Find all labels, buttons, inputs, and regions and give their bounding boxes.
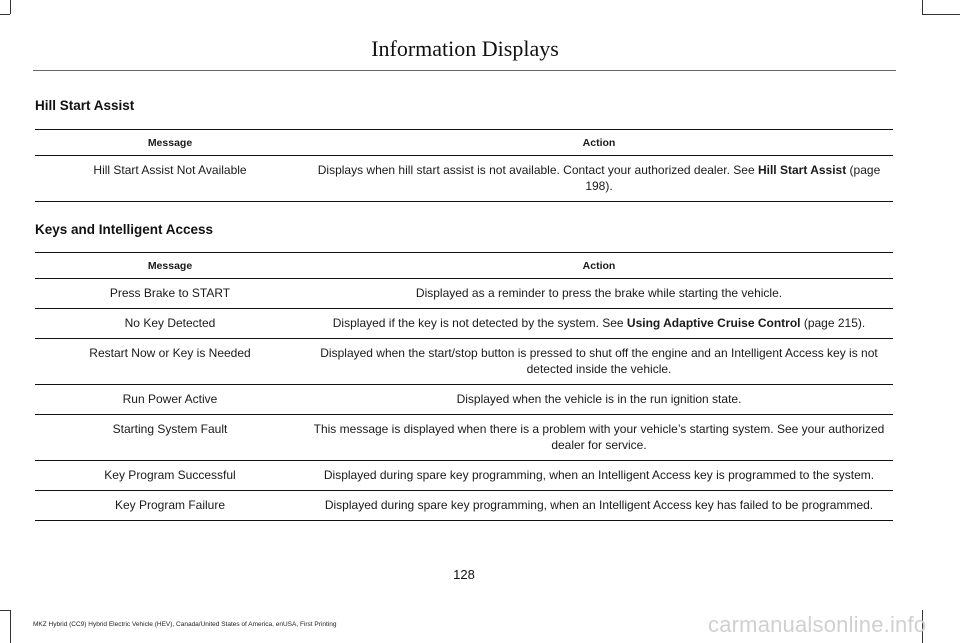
cross-reference-link[interactable]: Using Adaptive Cruise Control (626, 316, 801, 330)
hill-start-assist-table (35, 129, 893, 202)
crop-mark-bottom-left-h (0, 610, 10, 611)
message-cell: Press Brake to START (35, 279, 305, 309)
column-header-action: Action (305, 130, 893, 156)
section-title-hill-start-assist: Hill Start Assist (35, 98, 135, 113)
section-title-keys-and-intelligent-access: Keys and Intelligent Access (35, 222, 214, 237)
message-cell: Key Program Successful (35, 461, 305, 491)
page-reference: (page 215). (800, 316, 866, 330)
message-cell: Starting System Fault (35, 415, 305, 461)
action-text: Displays when hill start assist is not available. Contact your authorized dealer. See (317, 163, 758, 177)
table-row (35, 279, 893, 309)
message-cell: Restart Now or Key is Needed (35, 339, 305, 385)
page-reference: (page 198). (585, 163, 881, 193)
page-number: 128 (453, 567, 475, 582)
action-cell: Displayed when the start/stop button is pressed to shut off the engine and an Intelligent Access key is not detected inside the vehicle. (305, 339, 893, 385)
keys-intelligent-access-table (35, 252, 893, 521)
column-header-message: Message (35, 130, 305, 156)
action-cell (305, 156, 893, 202)
message-cell: Run Power Active (35, 385, 305, 415)
watermark-logo: carmanualsonline.info (708, 612, 927, 637)
action-cell: Displayed when the vehicle is in the run ignition state. (305, 385, 893, 415)
crop-mark-top-left-v (10, 0, 11, 14)
action-cell: Displayed as a reminder to press the brake while starting the vehicle. (305, 279, 893, 309)
table-row (35, 385, 893, 415)
table-row (35, 309, 893, 339)
table-row (35, 156, 893, 202)
cross-reference-link[interactable]: Hill Start Assist (757, 163, 847, 177)
page-title: Information Displays (371, 36, 559, 61)
table-header-row (35, 130, 893, 156)
table-header-row (35, 253, 893, 279)
table-row (35, 339, 893, 385)
crop-mark-top-right-v (922, 0, 923, 14)
footer-publication-info: MKZ Hybrid (CC9) Hybrid Electric Vehicle (HEV), Canada/United States of America, enUSA, First Printing (33, 621, 337, 628)
column-header-message: Message (35, 253, 305, 279)
message-cell: Hill Start Assist Not Available (35, 156, 305, 202)
action-text: Displayed if the key is not detected by the system. See (332, 316, 627, 330)
crop-mark-top-left-h (0, 14, 10, 15)
action-cell: Displayed during spare key programming, when an Intelligent Access key is programmed to the system. (305, 461, 893, 491)
header-rule (33, 70, 896, 71)
crop-mark-top-right-h (922, 14, 960, 15)
action-cell (305, 309, 893, 339)
action-cell: Displayed during spare key programming, when an Intelligent Access key has failed to be programmed. (305, 491, 893, 521)
column-header-action: Action (305, 253, 893, 279)
table-row (35, 415, 893, 461)
message-cell: Key Program Failure (35, 491, 305, 521)
table-row (35, 461, 893, 491)
crop-mark-bottom-left-v (10, 610, 11, 643)
message-cell: No Key Detected (35, 309, 305, 339)
action-cell: This message is displayed when there is a problem with your vehicle’s starting system. See your authorized dealer for service. (305, 415, 893, 461)
table-row (35, 491, 893, 521)
